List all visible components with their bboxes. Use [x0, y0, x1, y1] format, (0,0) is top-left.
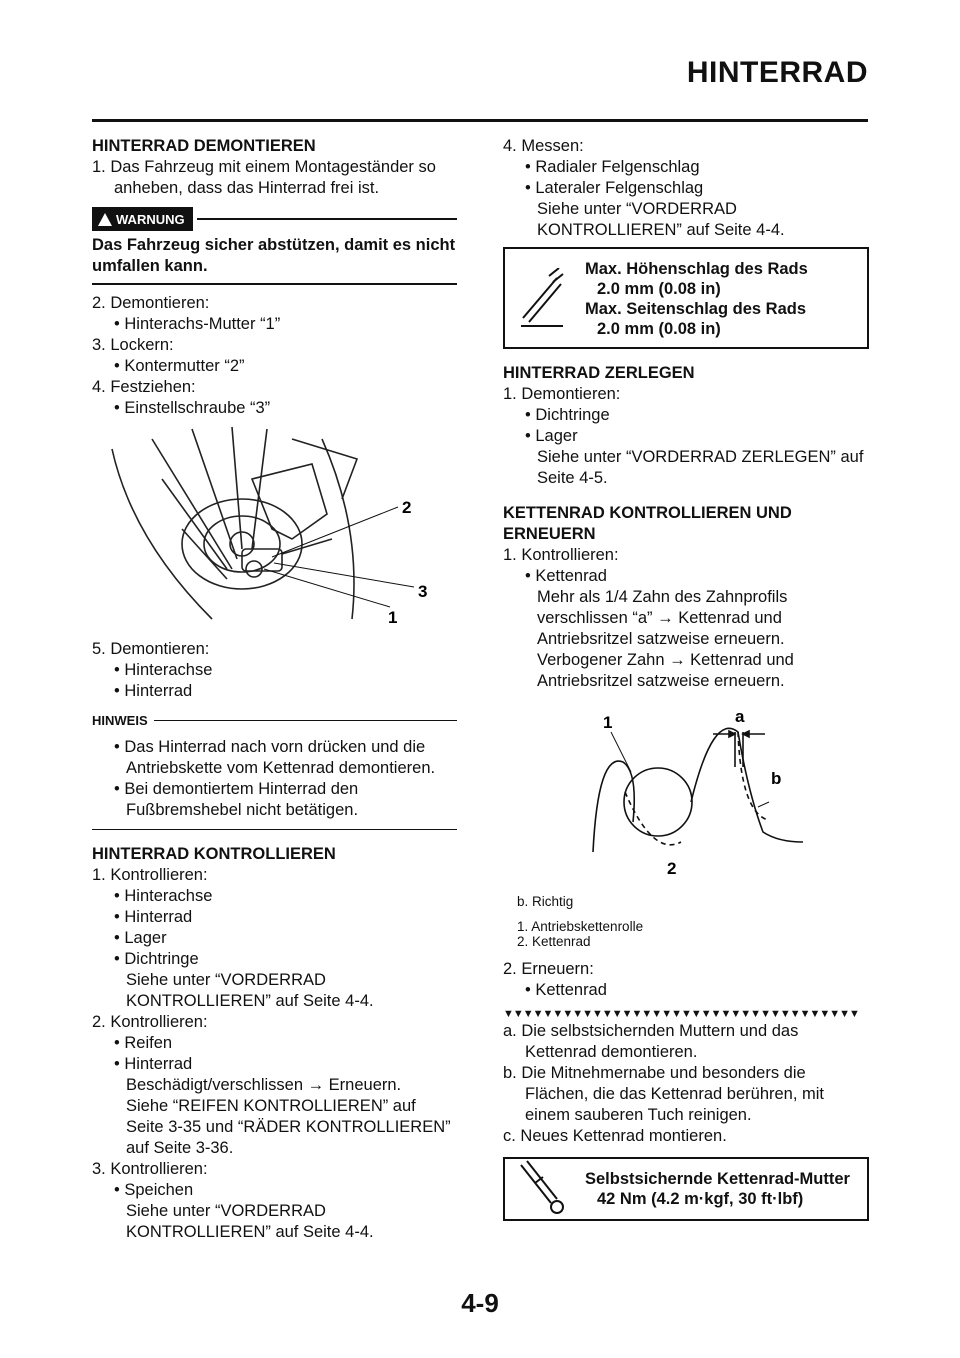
- section-title-sprocket: KETTENRAD KONTROLLIEREN UND ERNEUERN: [503, 504, 792, 543]
- instruction-text: Verbogener Zahn → Kettenrad und Antriebsritzel satzweise erneuern.: [537, 651, 794, 690]
- measure-icon: [505, 249, 575, 347]
- callout-a: a: [735, 707, 745, 726]
- figure-caption: b. Richtig: [517, 894, 574, 909]
- step-text: 3. Lockern:: [92, 336, 174, 354]
- callout-3: 3: [418, 582, 428, 601]
- step-text: 4. Festziehen:: [92, 378, 196, 396]
- bullet-item: • Lateraler Felgenschlag: [525, 179, 704, 197]
- bullet-item: • Hinterrad: [114, 1055, 193, 1073]
- step-text: 1. Demontieren:: [503, 385, 621, 403]
- step-text: 2. Erneuern:: [503, 960, 594, 978]
- sprocket-tooth-diagram: [503, 692, 869, 882]
- spec-value: 2.0 mm (0.08 in): [597, 280, 721, 298]
- figure-caption: 2. Kettenrad: [517, 934, 591, 949]
- substep-text: c. Neues Kettenrad montieren.: [503, 1127, 727, 1145]
- callout-1: 1: [603, 713, 613, 732]
- reference-text: Siehe unter “VORDERRAD KONTROLLIEREN” auf Seite 4-4.: [126, 971, 374, 1010]
- step-text: 5. Demontieren:: [92, 640, 210, 658]
- bullet-item: • Dichtringe: [525, 406, 610, 424]
- callout-2: 2: [402, 498, 412, 517]
- bullet-item: • Hinterachse: [114, 887, 213, 905]
- reference-text: Siehe unter “VORDERRAD KONTROLLIEREN” auf Seite 4-4.: [126, 1202, 374, 1241]
- bullet-item: • Hinterachs-Mutter “1”: [114, 315, 281, 333]
- warning-badge: [92, 207, 193, 231]
- warning-text: Das Fahrzeug sicher abstützen, damit es nicht umfallen kann.: [92, 235, 457, 285]
- callout-1: 1: [388, 608, 398, 627]
- bullet-item: • Kettenrad: [525, 981, 607, 999]
- note-item: • Bei demontiertem Hinterrad den Fußbremshebel nicht betätigen.: [114, 780, 359, 819]
- spec-text: [575, 1159, 860, 1219]
- right-column: [503, 136, 869, 1231]
- substep-text: b. Die Mitnehmernabe und besonders die Flächen, die das Kettenrad berühren, mit einem sauberen Tuch reinigen.: [503, 1064, 825, 1124]
- step-text: 2. Demontieren:: [92, 294, 210, 312]
- bullet-item: • Speichen: [114, 1181, 194, 1199]
- spec-value: 42 Nm (4.2 m·kgf, 30 ft·lbf): [597, 1190, 804, 1208]
- spec-box-torque: [503, 1157, 869, 1221]
- bullet-item: • Lager: [525, 427, 578, 445]
- bullet-item: • Lager: [114, 929, 167, 947]
- note-label: HINWEIS: [92, 713, 148, 728]
- section-title-remove: HINTERRAD DEMONTIEREN: [92, 137, 316, 155]
- reference-text: Siehe unter “VORDERRAD KONTROLLIEREN” auf Seite 4-4.: [537, 200, 785, 239]
- substep-text: a. Die selbstsichernden Muttern und das Kettenrad demontieren.: [503, 1022, 799, 1061]
- bullet-item: • Kettenrad: [525, 567, 607, 585]
- reference-text: Siehe “REIFEN KONTROLLIEREN” auf Seite 3-35 und “RÄDER KONTROLLIEREN” auf Seite 3-36.: [126, 1097, 451, 1157]
- bullet-item: • Einstellschraube “3”: [114, 399, 271, 417]
- spec-text: [575, 249, 818, 347]
- figure-caption: 1. Antriebskettenrolle: [517, 919, 644, 934]
- note-body: [92, 731, 457, 830]
- section-title-disassemble: HINTERRAD ZERLEGEN: [503, 364, 695, 382]
- callout-b: b: [771, 769, 782, 788]
- bullet-item: • Reifen: [114, 1034, 173, 1052]
- header-rule: [92, 119, 868, 122]
- instruction-text: Beschädigt/verschlissen → Erneuern.: [126, 1076, 402, 1094]
- note-item: • Das Hinterrad nach vorn drücken und die Antriebskette vom Kettenrad demontieren.: [114, 738, 436, 777]
- section-title-check: HINTERRAD KONTROLLIEREN: [92, 845, 336, 863]
- spec-value: 2.0 mm (0.08 in): [597, 320, 721, 338]
- step-text: 1. Das Fahrzeug mit einem Montageständer so anheben, dass das Hinterrad frei ist.: [92, 158, 436, 197]
- bullet-item: • Hinterrad: [114, 908, 193, 926]
- step-text: 4. Messen:: [503, 137, 584, 155]
- bullet-item: • Dichtringe: [114, 950, 199, 968]
- spec-box-runout: [503, 247, 869, 349]
- warning-rule: [197, 218, 457, 220]
- warning-label: WARNUNG: [116, 211, 185, 227]
- note-header: [92, 710, 457, 731]
- instruction-text: Mehr als 1/4 Zahn des Zahnprofils verschlissen “a” → Kettenrad und Antriebsritzel satzweise erneuern.: [537, 588, 788, 648]
- page-title: HINTERRAD: [686, 56, 868, 89]
- step-text: 1. Kontrollieren:: [503, 546, 619, 564]
- spec-label: Max. Seitenschlag des Rads: [585, 300, 807, 318]
- torque-wrench-icon: [505, 1159, 575, 1219]
- step-text: 3. Kontrollieren:: [92, 1160, 208, 1178]
- bullet-item: • Hinterachse: [114, 661, 213, 679]
- spec-label: Selbstsichernde Kettenrad-Mutter: [585, 1170, 850, 1188]
- spec-label: Max. Höhenschlag des Rads: [585, 260, 808, 278]
- left-column: [92, 136, 457, 1243]
- page-number: 4-9: [461, 1288, 499, 1318]
- callout-2: 2: [667, 859, 677, 878]
- note-rule: [154, 720, 457, 721]
- rear-axle-illustration: [92, 419, 457, 639]
- step-text: 1. Kontrollieren:: [92, 866, 208, 884]
- warning-icon: [98, 213, 112, 226]
- procedure-start-marker: ▼▼▼▼▼▼▼▼▼▼▼▼▼▼▼▼▼▼▼▼▼▼▼▼▼▼▼▼▼▼▼▼▼▼▼▼: [503, 1008, 859, 1020]
- bullet-item: • Hinterrad: [114, 682, 193, 700]
- bullet-item: • Radialer Felgenschlag: [525, 158, 700, 176]
- bullet-item: • Kontermutter “2”: [114, 357, 245, 375]
- warning-header: [92, 207, 457, 231]
- step-text: 2. Kontrollieren:: [92, 1013, 208, 1031]
- reference-text: Siehe unter “VORDERRAD ZERLEGEN” auf Seite 4-5.: [537, 448, 864, 487]
